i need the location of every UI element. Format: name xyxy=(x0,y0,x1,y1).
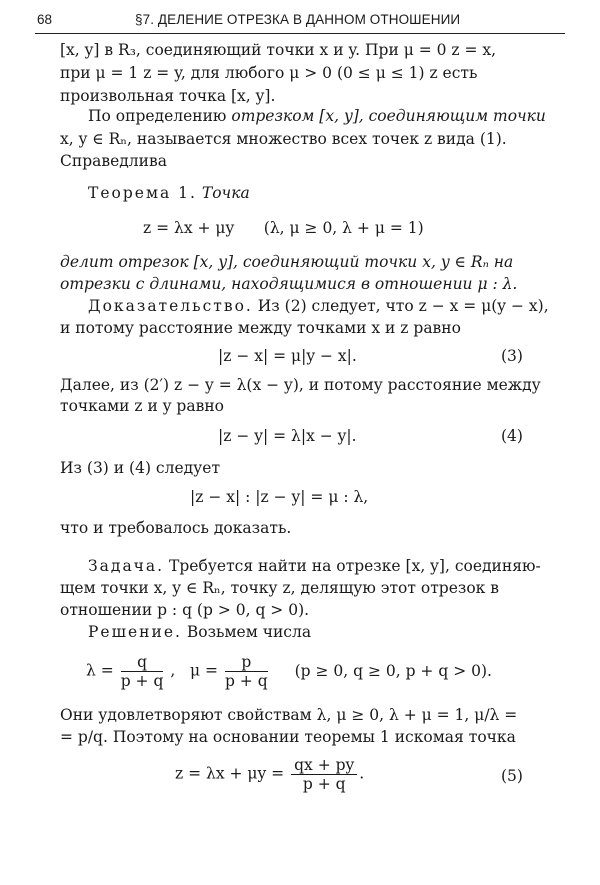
fraction-denominator: p + q xyxy=(302,775,346,793)
header-rule xyxy=(35,33,565,34)
text-line: произвольная точка [x, y]. xyxy=(60,87,276,105)
theorem-word: Точка xyxy=(201,184,250,202)
equation-number: (3) xyxy=(501,347,523,365)
text-line: отношении p : q (p > 0, q > 0). xyxy=(60,601,310,619)
fraction-numerator: q xyxy=(121,653,164,672)
text-line xyxy=(88,622,311,642)
page-number: 68 xyxy=(37,12,53,27)
text-line: щем точки x, y ∈ Rₙ, точку z, делящую этот отрезок в xyxy=(60,579,499,597)
running-header xyxy=(35,10,565,32)
equation-3: |z − x| = μ|y − x|. xyxy=(218,347,357,365)
lambda-mu-definitions xyxy=(86,653,492,690)
text-line: Из (3) и (4) следует xyxy=(60,459,221,477)
fraction-numerator: p xyxy=(225,653,268,672)
text-line: = p/q. Поэтому на основании теоремы 1 искомая точка xyxy=(60,728,516,746)
text-span: Требуется найти на отрезке [x, y], соединяю- xyxy=(164,557,541,575)
equation-4: |z − y| = λ|x − y|. xyxy=(218,427,357,445)
solution-label: Решение. xyxy=(88,623,182,641)
theorem-heading xyxy=(88,183,250,203)
text-span: Из (2) следует, что z − x = μ(y − x), xyxy=(252,297,549,315)
fraction-denominator: p + q xyxy=(120,672,164,690)
equation-number: (4) xyxy=(501,427,523,445)
text-line: и потому расстояние между точками x и z равно xyxy=(60,319,461,337)
conditions: (p ≥ 0, q ≥ 0, p + q > 0). xyxy=(294,661,492,680)
fraction-numerator: qx + py xyxy=(291,756,357,775)
text-line: Справедлива xyxy=(60,152,167,170)
eq5-fraction xyxy=(291,756,357,793)
lambda-fraction xyxy=(121,653,164,690)
definition-term: отрезком [x, y], соединяющим точки xyxy=(231,107,546,125)
text-line: при μ = 1 z = y, для любого μ > 0 (0 ≤ μ ≤ 1) z есть xyxy=(60,64,478,82)
proof-label: Доказательство. xyxy=(88,297,253,315)
text-line: x, y ∈ Rₙ, называется множество всех точек z вида (1). xyxy=(60,130,507,148)
text-line xyxy=(88,556,541,576)
text-span: По определению xyxy=(88,107,232,125)
fraction-denominator: p + q xyxy=(224,672,268,690)
equation-number: (5) xyxy=(501,767,523,785)
text-line: точками z и y равно xyxy=(60,397,224,415)
text-line: [x, y] в R₃, соединяющий точки x и y. При μ = 0 z = x, xyxy=(60,41,497,59)
lambda-lhs: λ = xyxy=(86,661,114,680)
text-line: что и требовалось доказать. xyxy=(60,519,292,537)
text-line: Далее, из (2′) z − y = λ(x − y), и потому расстояние между xyxy=(60,376,541,394)
mu-lhs: , μ = xyxy=(170,661,219,680)
theorem-text: отрезки с длинами, находящимися в отношении μ : λ. xyxy=(60,275,518,293)
text-line: Они удовлетворяют свойствам λ, μ ≥ 0, λ + μ = 1, μ/λ = xyxy=(60,706,518,724)
mu-fraction xyxy=(225,653,268,690)
theorem-formula: z = λx + μy (λ, μ ≥ 0, λ + μ = 1) xyxy=(143,219,424,237)
task-label: Задача. xyxy=(88,557,165,575)
theorem-label: Теорема 1. xyxy=(88,184,197,202)
ratio-equation: |z − x| : |z − y| = μ : λ, xyxy=(190,488,369,506)
text-line xyxy=(88,106,546,126)
text-span: Возьмем числа xyxy=(181,623,312,641)
theorem-text: делит отрезок [x, y], соединяющий точки x, y ∈ Rₙ на xyxy=(60,253,514,271)
eq5-period: . xyxy=(359,764,365,783)
eq5-lhs: z = λx + μy = xyxy=(175,764,285,783)
section-title: §7. ДЕЛЕНИЕ ОТРЕЗКА В ДАННОМ ОТНОШЕНИИ xyxy=(135,12,461,27)
text-line xyxy=(88,296,549,316)
equation-5 xyxy=(175,756,364,793)
